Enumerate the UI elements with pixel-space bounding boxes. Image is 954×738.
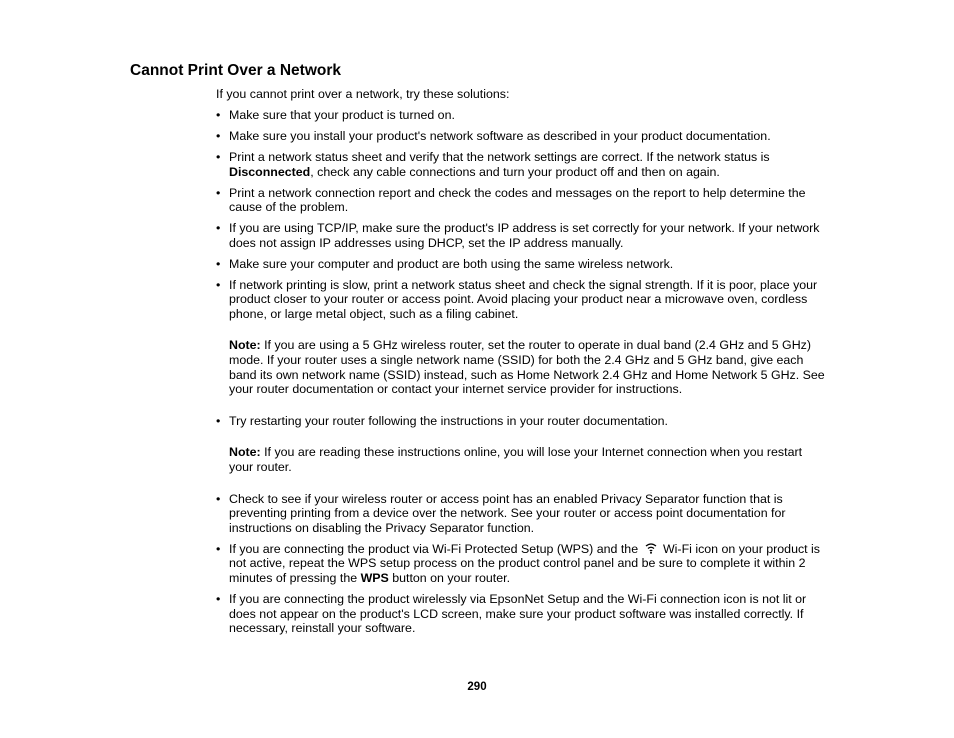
- item-text: If you are using TCP/IP, make sure the product's IP address is set correctly for your network. If your network does not assign IP addresses using DHCP, set the IP address manually.: [229, 221, 820, 250]
- note-label: Note:: [229, 445, 261, 460]
- list-item: [216, 129, 826, 144]
- note: [229, 445, 826, 474]
- list-item: [216, 257, 826, 272]
- wifi-icon: [644, 542, 658, 554]
- item-text: Print a network connection report and check the codes and messages on the report to help determine the cause of the problem.: [229, 185, 806, 215]
- note: [229, 338, 826, 396]
- list-item: [216, 150, 826, 179]
- item-text: Check to see if your wireless router or access point has an enabled Privacy Separator function that is preventing printing from a device over the network. See your router or access point documentation for instructions on disabling the Privacy Separator function.: [229, 491, 786, 535]
- bullet: •: [216, 491, 221, 506]
- item-text: Make sure your computer and product are both using the same wireless network.: [229, 256, 674, 271]
- item-text: If network printing is slow, print a network status sheet and check the signal strength. If it is poor, place your product closer to your router or access point. Avoid placing your product near a microwave oven, cordless phone, or large metal object, such as a filing cabinet.: [229, 277, 818, 321]
- list-item: [216, 592, 826, 636]
- item-text: Make sure that your product is turned on.: [229, 108, 455, 122]
- item-text: Make sure you install your product's network software as described in your product documentation.: [229, 128, 771, 143]
- item-text: If you are connecting the product wirelessly via EpsonNet Setup and the Wi-Fi connection icon is not lit or does not appear on the product's LCD screen, make sure your product software was installed correctly. If necessary, reinstall your software.: [229, 591, 807, 636]
- bullet: •: [216, 108, 221, 122]
- status-term: Disconnected: [229, 164, 311, 179]
- note-label: Note:: [229, 338, 261, 353]
- list-item: [216, 278, 826, 397]
- item-text: Print a network status sheet and verify that the network settings are correct. If the network status is: [229, 149, 770, 164]
- item-text: Wi-Fi icon on your product is not active, repeat the WPS setup process on the product control panel and be sure to complete it within 2 minutes of pressing the: [229, 541, 820, 585]
- bullet: •: [216, 221, 221, 236]
- list-item: [216, 492, 826, 536]
- bullet: •: [216, 256, 221, 271]
- bullet: •: [216, 591, 221, 606]
- item-text: Try restarting your router following the instructions in your router documentation.: [229, 413, 668, 428]
- intro-text: If you cannot print over a network, try these solutions:: [216, 87, 510, 101]
- note-text: If you are using a 5 GHz wireless router, set the router to operate in dual band (2.4 GHz and 5 GHz) mode. If your router uses a single network name (SSID) for both the 2.4 GHz and 5 GHz band, give each band its own network name (SSID) instead, such as Home Network 2.4 GHz and Home Network 5 GHz. See your router documentation or contact your internet service provider for instructions.: [229, 338, 825, 397]
- note-text: If you are reading these instructions online, you will lose your Internet connection when you restart your router.: [229, 445, 803, 475]
- list-item: [216, 414, 826, 475]
- item-text: , check any cable connections and turn your product off and then on again.: [310, 164, 720, 179]
- list-item: [216, 108, 826, 123]
- wps-term: WPS: [360, 570, 389, 585]
- bullet: •: [216, 541, 221, 556]
- bullet: •: [216, 149, 221, 164]
- list-item: [216, 221, 826, 250]
- list-item: [216, 186, 826, 215]
- list-item: [216, 542, 826, 586]
- bullet: •: [216, 185, 221, 200]
- bullet: •: [216, 128, 221, 143]
- section-heading: Cannot Print Over a Network: [130, 62, 342, 79]
- solutions-list: [216, 108, 826, 642]
- item-text: button on your router.: [388, 570, 511, 585]
- page-number: 290: [467, 681, 487, 693]
- bullet: •: [216, 277, 221, 292]
- bullet: •: [216, 413, 221, 428]
- item-text: If you are connecting the product via Wi-Fi Protected Setup (WPS) and the: [229, 541, 642, 556]
